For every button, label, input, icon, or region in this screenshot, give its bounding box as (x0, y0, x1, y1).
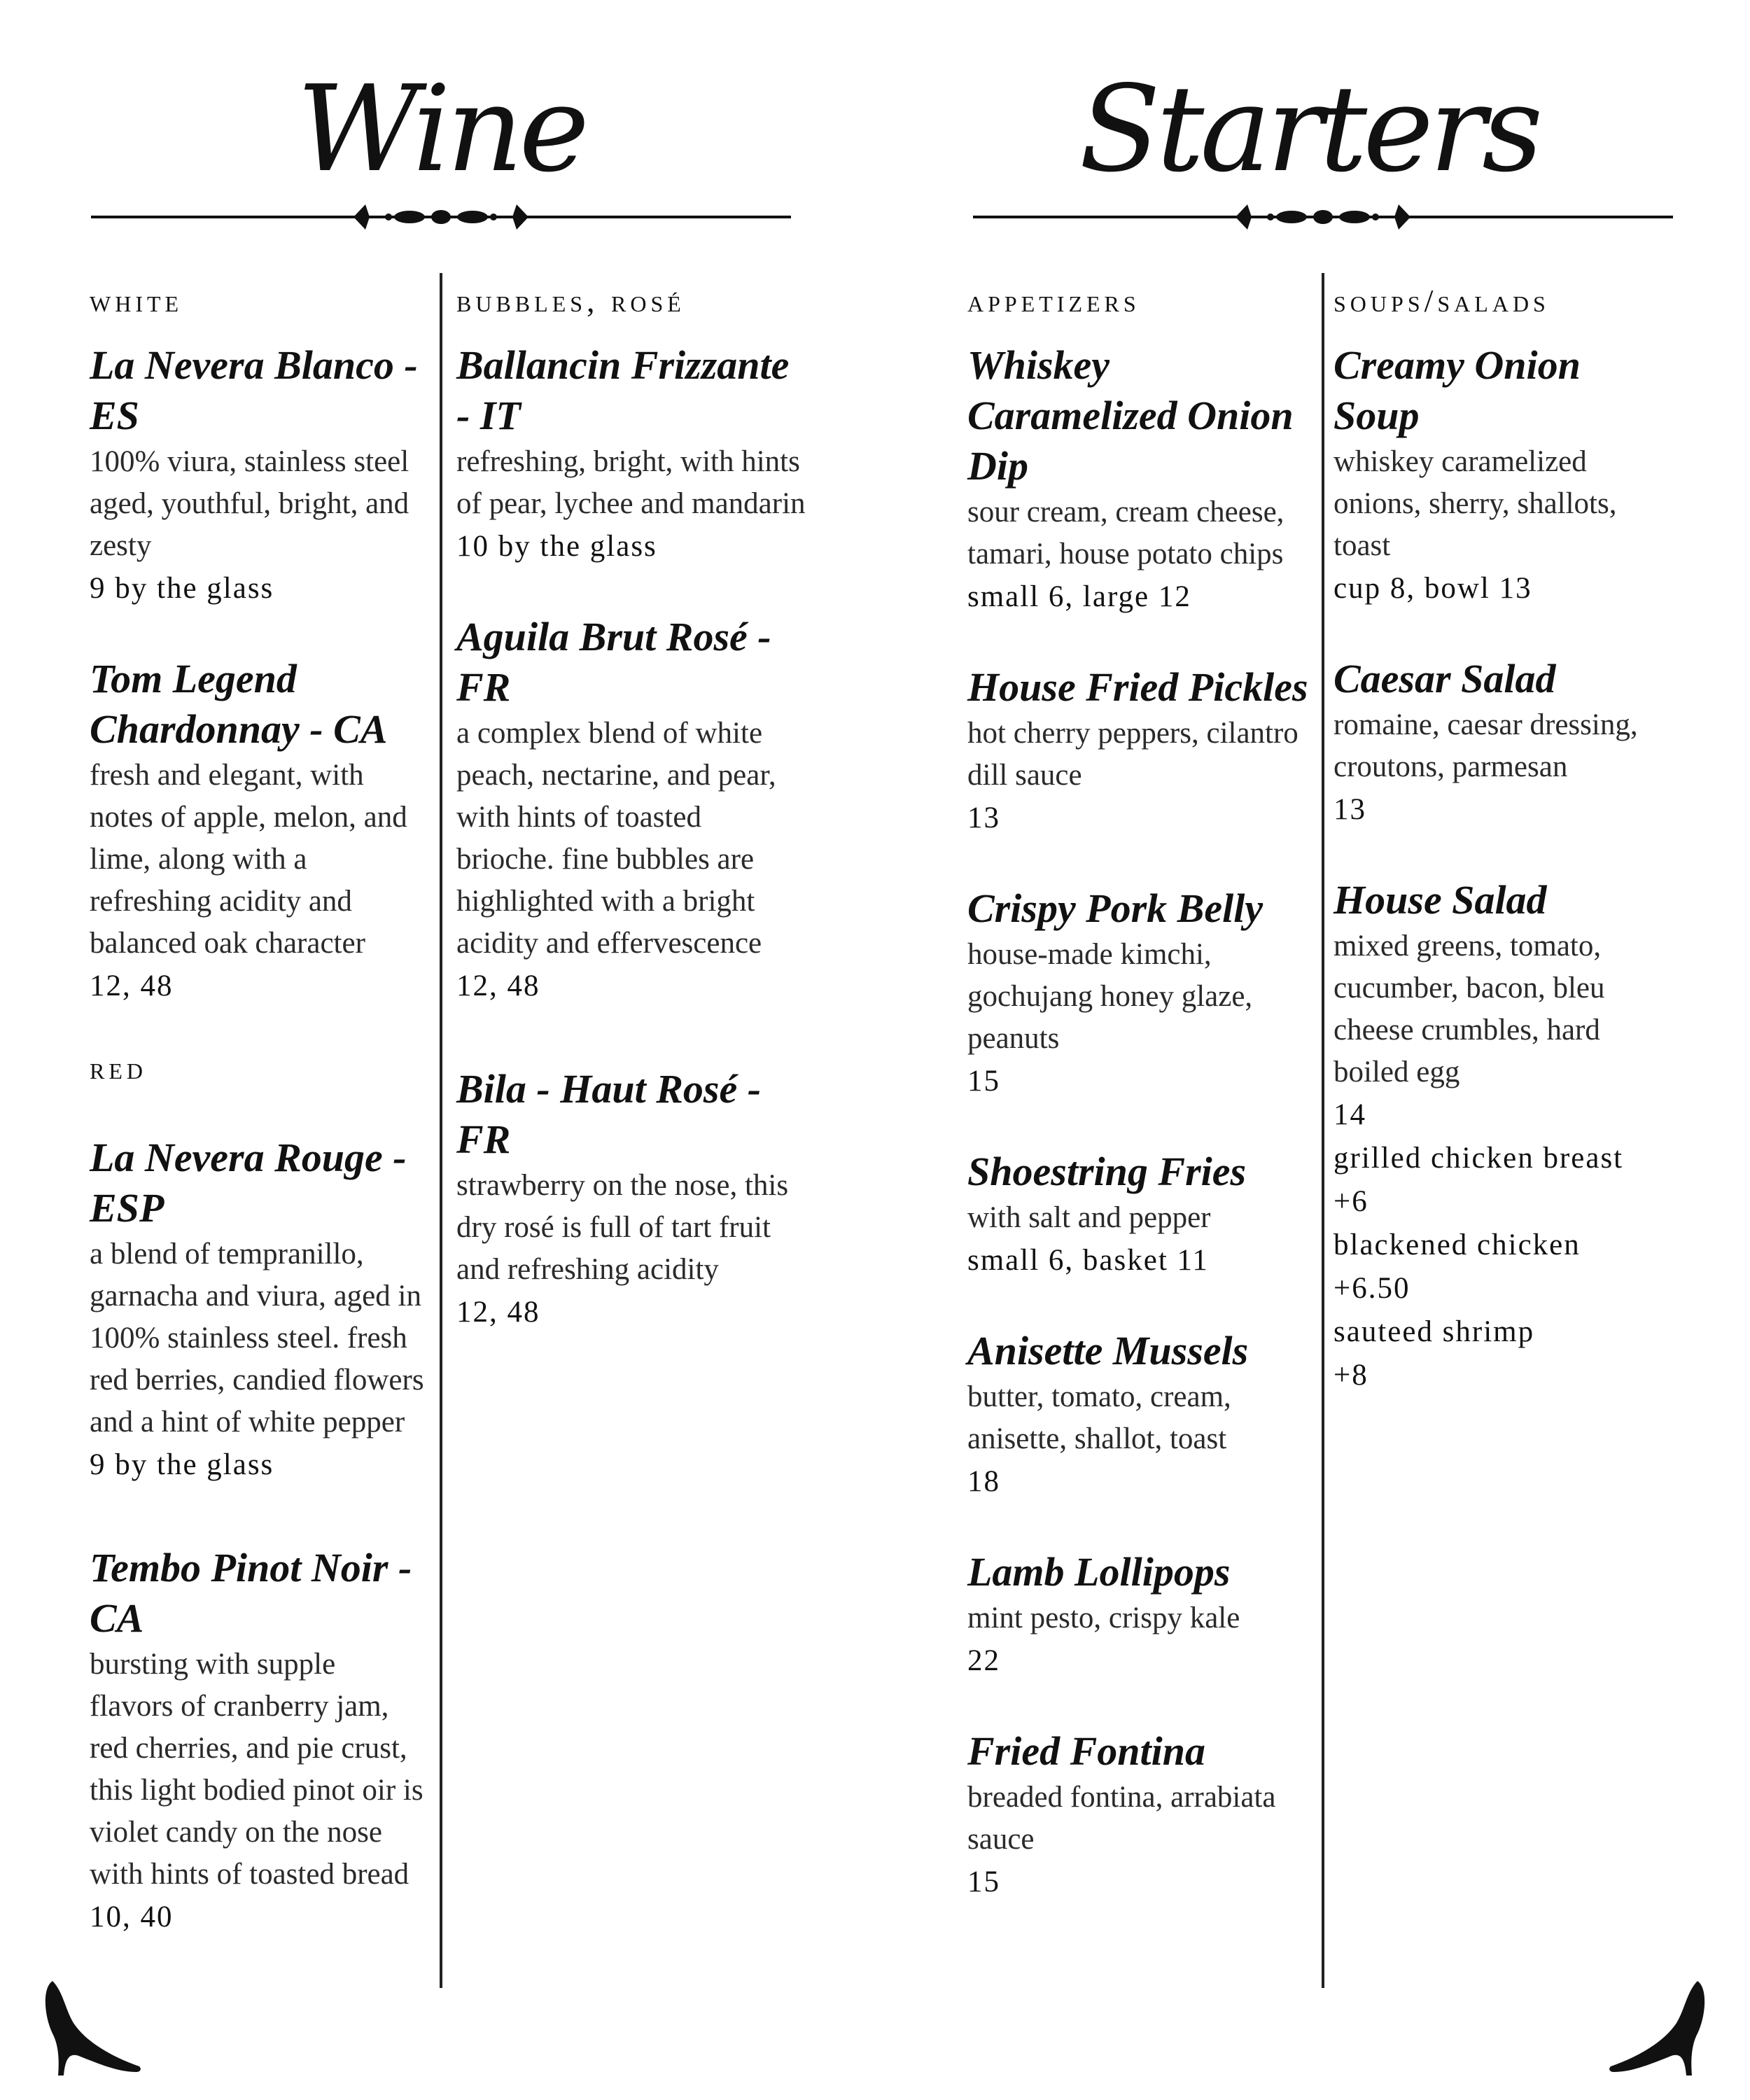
menu-item (1334, 340, 1662, 610)
item-price: 9 by the glass (90, 572, 274, 605)
menu-item (90, 340, 426, 610)
menu-item (1334, 875, 1662, 1397)
item-price: 22 (967, 1644, 1000, 1677)
item-description: with salt and pepper (967, 1201, 1211, 1234)
item-name: Crispy Pork Belly (967, 886, 1264, 931)
menu-item (456, 1064, 806, 1334)
item-name: Creamy Onion Soup (1334, 342, 1581, 438)
item-description: a blend of tempranillo, garnacha and viura, aged in 100% stainless steel. fresh red berries, candied flowers and a hint of white pepper (90, 1238, 424, 1438)
menu-item (90, 1133, 426, 1487)
item-price: small 6, large 12 (967, 580, 1191, 613)
item-description: refreshing, bright, with hints of pear, lychee and mandarin (456, 445, 806, 520)
soups-salads-column (1334, 280, 1662, 1397)
menu-item (456, 612, 806, 1008)
item-name: House Salad (1334, 877, 1547, 923)
item-name: Aguila Brut Rosé - FR (456, 614, 771, 710)
addon-price: +6 (1334, 1185, 1368, 1218)
menu-item (967, 340, 1310, 619)
addon-label: grilled chicken breast (1334, 1142, 1624, 1175)
high-heel-shoe-icon (38, 1974, 144, 2079)
menu-item (1334, 654, 1662, 832)
item-price: small 6, basket 11 (967, 1244, 1209, 1277)
item-description: romaine, caesar dressing, croutons, parmesan (1334, 708, 1638, 783)
menu-item (967, 1326, 1310, 1504)
white-red-column (90, 280, 426, 1939)
item-name: Caesar Salad (1334, 656, 1556, 701)
item-price: 15 (967, 1065, 1000, 1098)
item-name: Lamb Lollipops (967, 1549, 1231, 1595)
appetizers-column (967, 280, 1310, 1904)
addon-price: +8 (1334, 1359, 1368, 1392)
item-price: 9 by the glass (90, 1448, 274, 1481)
item-name: Fried Fontina (967, 1728, 1206, 1774)
item-name: Bila - Haut Rosé - FR (456, 1066, 762, 1162)
category-heading-bubbles: bubbles, rosé (456, 283, 685, 318)
menu-item (967, 1726, 1310, 1904)
item-description: a complex blend of white peach, nectarine, and pear, with hints of toasted brioche. fine bubbles are highlighted with a bright acidity and effervescence (456, 717, 776, 960)
addon-label: blackened chicken (1334, 1228, 1581, 1261)
menu-item (967, 883, 1310, 1103)
item-price: 12, 48 (90, 969, 174, 1002)
wine-title: Wine (296, 60, 586, 199)
item-price: 10, 40 (90, 1900, 174, 1933)
flourish-divider-icon (973, 196, 1673, 238)
menu-item (90, 1543, 426, 1939)
item-name: Tembo Pinot Noir - CA (90, 1545, 412, 1641)
item-name: La Nevera Rouge - ESP (90, 1135, 407, 1231)
category-heading-soups-salads: soups/salads (1334, 283, 1550, 318)
menu-item (456, 340, 806, 568)
item-description: sour cream, cream cheese, tamari, house potato chips (967, 496, 1284, 570)
item-price: 13 (1334, 793, 1366, 826)
item-name: La Nevera Blanco - ES (90, 342, 418, 438)
item-description: strawberry on the nose, this dry rosé is full of tart fruit and refreshing acidity (456, 1169, 789, 1286)
starters-title: Starters (1079, 60, 1539, 199)
item-description: bursting with supple flavors of cranberry jam, red cherries, and pie crust, this light bodied pinot oir is violet candy on the nose with hints of toasted bread (90, 1648, 424, 1891)
menu-item (967, 1147, 1310, 1282)
item-price: 12, 48 (456, 969, 540, 1002)
item-description: hot cherry peppers, cilantro dill sauce (967, 717, 1298, 792)
item-description: butter, tomato, cream, anisette, shallot, toast (967, 1380, 1231, 1455)
category-heading-white: white (90, 283, 183, 318)
menu-item (967, 662, 1310, 840)
item-description: breaded fontina, arrabiata sauce (967, 1781, 1276, 1856)
item-price: cup 8, bowl 13 (1334, 572, 1532, 605)
column-divider (440, 273, 442, 1988)
column-divider (1322, 273, 1324, 1988)
category-heading-red: red (90, 1050, 147, 1086)
addon-price: +6.50 (1334, 1272, 1410, 1305)
item-description: mixed greens, tomato, cucumber, bacon, bleu cheese crumbles, hard boiled egg (1334, 930, 1605, 1088)
bubbles-column (456, 280, 806, 1334)
menu-item (90, 654, 426, 1008)
item-price: 12, 48 (456, 1296, 540, 1329)
item-name: Ballancin Frizzante - IT (456, 342, 790, 438)
item-name: Anisette Mussels (967, 1328, 1249, 1373)
item-name: Shoestring Fries (967, 1149, 1247, 1194)
item-description: mint pesto, crispy kale (967, 1602, 1240, 1634)
item-description: fresh and elegant, with notes of apple, melon, and lime, along with a refreshing acidity and balanced oak character (90, 759, 407, 960)
high-heel-shoe-icon (1606, 1974, 1712, 2079)
item-price: 18 (967, 1465, 1000, 1498)
menu-item (967, 1547, 1310, 1683)
item-name: House Fried Pickles (967, 664, 1308, 710)
item-price: 15 (967, 1865, 1000, 1898)
item-price: 10 by the glass (456, 530, 657, 563)
item-price: 14 (1334, 1098, 1366, 1131)
addon-label: sauteed shrimp (1334, 1315, 1535, 1348)
item-price: 13 (967, 802, 1000, 834)
item-description: house-made kimchi, gochujang honey glaze, peanuts (967, 938, 1253, 1055)
item-name: Whiskey Caramelized Onion Dip (967, 342, 1294, 489)
category-heading-appetizers: appetizers (967, 283, 1140, 318)
flourish-divider-icon (91, 196, 791, 238)
item-description: 100% viura, stainless steel aged, youthful, bright, and zesty (90, 445, 410, 562)
item-name: Tom Legend Chardonnay - CA (90, 656, 388, 752)
item-description: whiskey caramelized onions, sherry, shallots, toast (1334, 445, 1617, 562)
